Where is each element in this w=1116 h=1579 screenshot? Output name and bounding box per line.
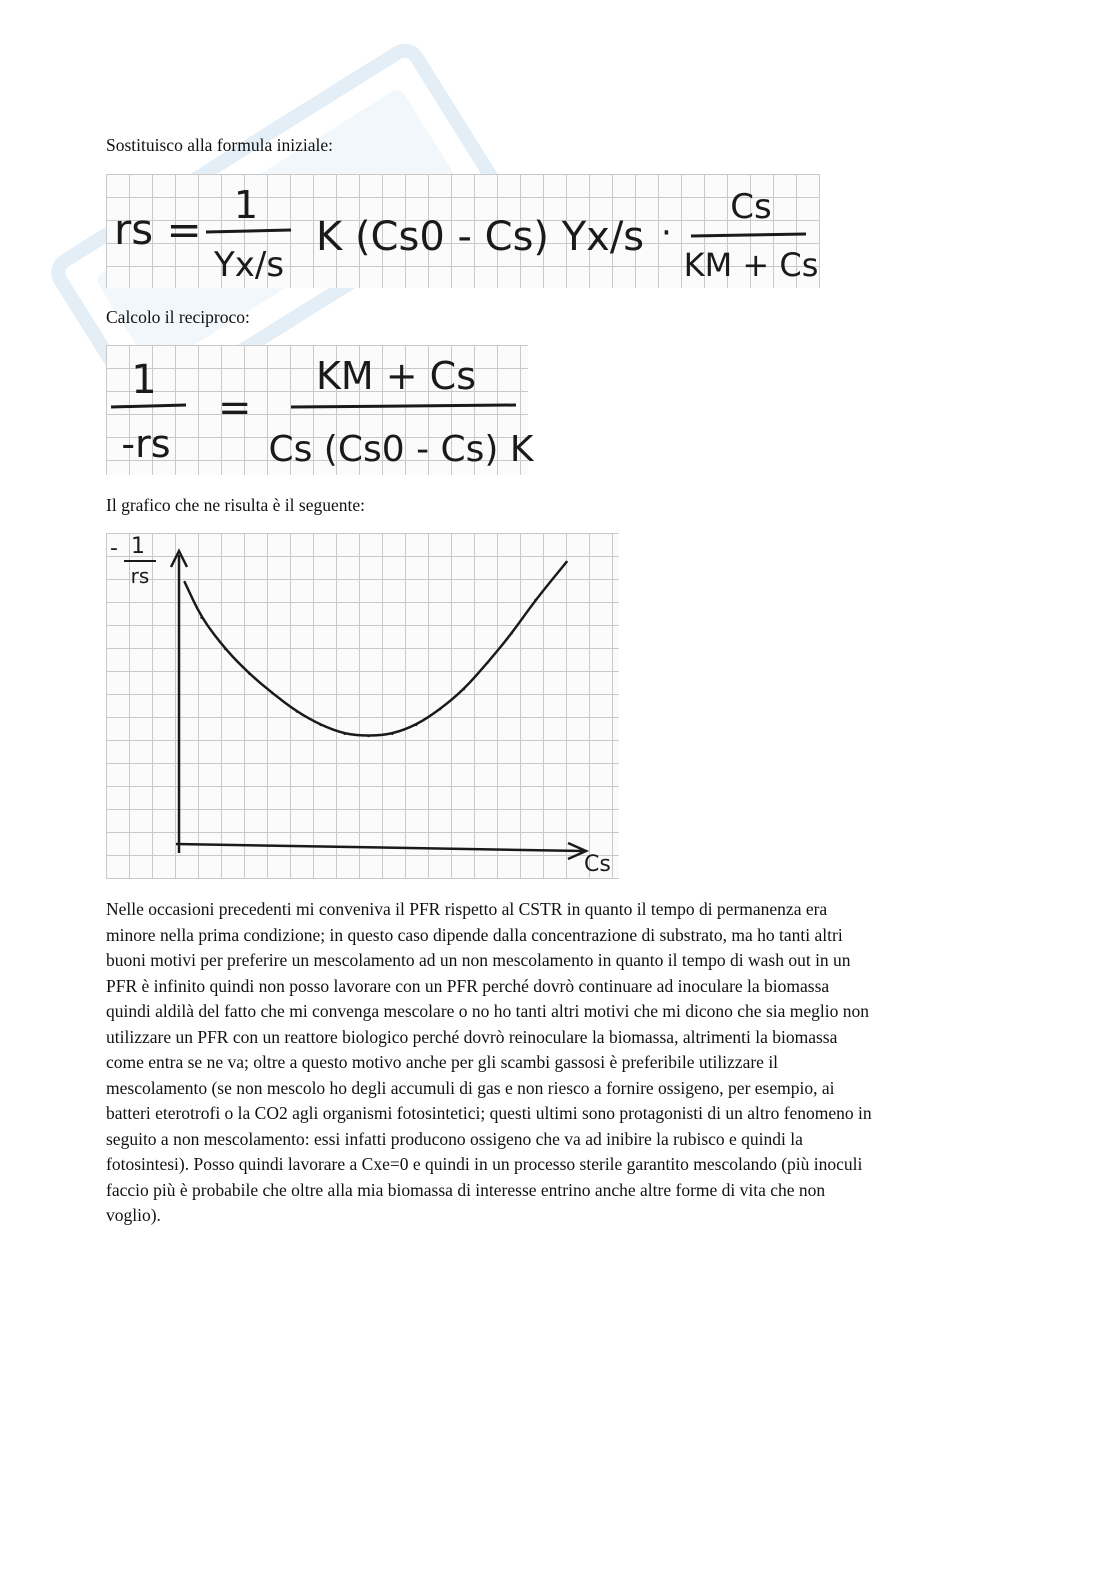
formula1-frac1-den: Yx/s (213, 245, 285, 285)
intro-formula-text: Sostituisco alla formula iniziale: (106, 135, 333, 155)
data-point-0 (184, 581, 186, 583)
data-point-10 (415, 724, 417, 726)
formula2-lhs-num: 1 (131, 357, 157, 403)
reciprocal-text: Calcolo il reciproco: (106, 307, 250, 327)
formula1-frac2-num: Cs (730, 187, 772, 227)
formula1-frac2-line (691, 234, 806, 236)
data-point-1 (200, 617, 202, 619)
formula-1-drawing (106, 174, 820, 288)
y-label-den: rs (130, 564, 150, 588)
data-point-15 (534, 599, 536, 601)
formula2-lhs-den: -rs (121, 422, 171, 466)
data-point-14 (510, 632, 512, 634)
formula2-eq: = (218, 385, 252, 431)
data-point-4 (272, 693, 274, 695)
data-point-12 (463, 688, 465, 690)
formula1-frac1-line (206, 230, 291, 232)
formula-1-image (106, 174, 820, 288)
data-point-3 (248, 672, 250, 674)
formula2-lhs-line (111, 405, 186, 407)
y-label-sign: - (110, 536, 118, 561)
formula1-frac2-den: KM + Cs (683, 246, 819, 284)
y-label-num: 1 (131, 534, 145, 559)
formula1-middle: K (Cs0 - Cs) Yx/s (316, 214, 645, 260)
x-axis (176, 844, 584, 851)
formula1-dot: · (661, 213, 672, 253)
formula2-rhs-den: Cs (Cs0 - Cs) K (268, 429, 534, 470)
data-point-16 (565, 561, 567, 563)
data-curve (185, 562, 567, 736)
data-point-9 (391, 733, 393, 735)
formula-2-drawing (106, 345, 534, 475)
graph-intro-text: Il grafico che ne risulta è il seguente: (106, 495, 365, 515)
formula1-frac1-num: 1 (233, 183, 259, 227)
data-point-11 (439, 708, 441, 710)
data-point-8 (367, 735, 369, 737)
formula2-rhs-num: KM + Cs (315, 354, 477, 398)
data-point-6 (320, 724, 322, 726)
data-point-5 (296, 710, 298, 712)
data-point-2 (224, 648, 226, 650)
formula2-rhs-line (291, 405, 516, 407)
formula1-lhs: rs = (114, 205, 202, 254)
x-axis-label: Cs (584, 852, 611, 877)
formula-2-image (106, 345, 534, 475)
body-paragraph: Nelle occasioni precedenti mi conveniva il PFR rispetto al CSTR in quanto il tempo di permanenza era minore nella prima condizione; in questo caso dipende dalla concentrazione di substrato, ma ho tanti altri buoni motivi per preferire un mescolamento ad un non mescolamento in quanto il tempo di wash out in un PFR è infinito quindi non posso lavorare con un PFR perché dovrò continuare ad inoculare la biomassa quindi aldilà del fatto che mi convenga mescolare o no ho tanti altri motivi che mi dicono che sia meglio non utilizzare un PFR con un reattore biologico perché dovrò reinoculare la biomassa, altrimenti la biomassa come entra se ne va; oltre a questo motivo anche per gli scambi gassosi è preferibile utilizzare il mescolamento (se non mescolo ho degli accumuli di gas e non riesco a fornire ossigeno, per esempio, ai batteri eterotrofi o la CO2 agli organismi fotosintetici; questi ultimi sono protagonisti di un altro fenomeno in seguito a non mescolamento: essi infatti producono ossigeno che va ad inibire la rubisco e quindi la fotosintesi). Posso quindi lavorare a Cxe=0 e quindi in un processo sterile garantito mescolando (più inoculi faccio più è probabile che oltre alla mia biomassa di interesse entrino anche altre forme di vita che non voglio). (106, 899, 872, 1225)
chart (106, 533, 619, 879)
data-point-13 (487, 661, 489, 663)
chart-svg (106, 533, 619, 879)
data-point-7 (343, 733, 345, 735)
